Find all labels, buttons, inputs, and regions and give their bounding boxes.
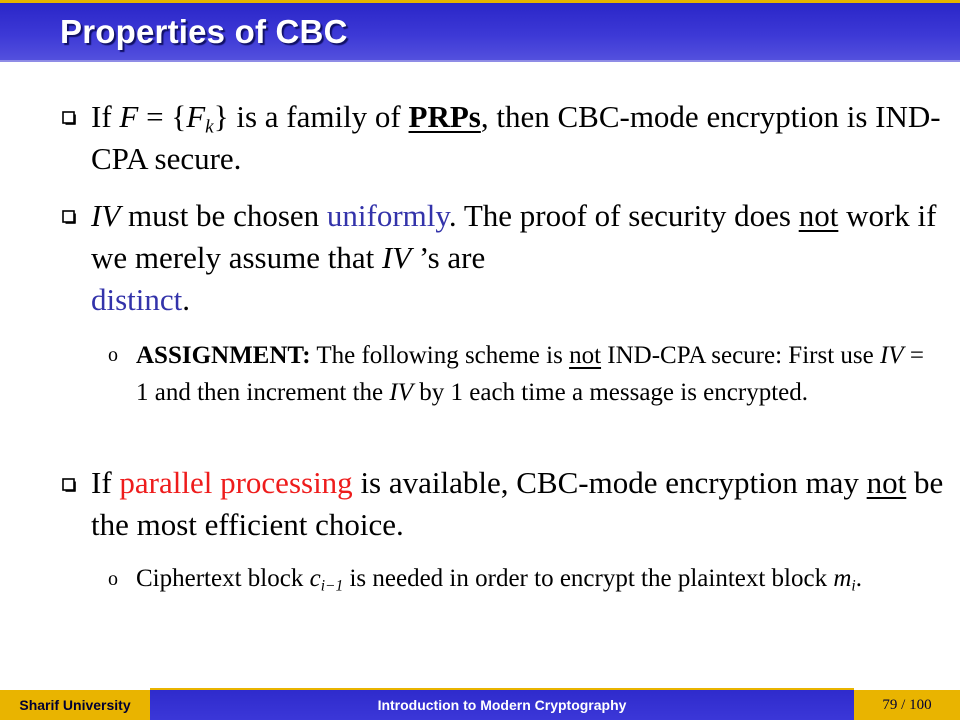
- text: must be chosen: [120, 198, 327, 233]
- footer-page-number: 79 / 100: [854, 690, 960, 720]
- term-not: not: [798, 198, 839, 233]
- footer-course: Introduction to Modern Cryptography: [150, 690, 854, 720]
- bullet-prps: [91, 96, 951, 180]
- sub-bullet-marker: o: [108, 568, 118, 590]
- text: .: [182, 282, 191, 317]
- text: = 1 and then increment the: [136, 342, 924, 406]
- text: is available, CBC-mode encryption may: [352, 465, 867, 500]
- term-not: not: [569, 342, 602, 369]
- term-assignment: ASSIGNMENT:: [136, 342, 311, 369]
- text: If: [91, 465, 120, 500]
- math-fk: F: [186, 99, 206, 134]
- math-f: F: [119, 99, 139, 134]
- term-not: not: [866, 465, 907, 500]
- math-iv: IV: [879, 342, 904, 369]
- term-prps: PRPs: [408, 99, 481, 134]
- slide-title: Properties of CBC: [60, 13, 348, 50]
- math-close: }: [213, 99, 229, 134]
- text: Ciphertext block: [136, 565, 310, 592]
- math-iv: IV: [389, 379, 413, 406]
- math-iv: IV: [381, 240, 412, 275]
- math-iv: IV: [91, 198, 121, 233]
- term-parallel: parallel processing: [119, 465, 353, 500]
- term-uniformly: uniformly: [326, 198, 449, 233]
- math-m: m: [833, 565, 852, 592]
- checkbox-bullet-icon: [62, 478, 76, 492]
- text: be the most efficient choice.: [91, 465, 944, 542]
- text: If: [91, 99, 120, 134]
- math-k: k: [205, 116, 214, 138]
- text: by 1 each time a message is encrypted.: [413, 379, 808, 406]
- text: . The proof of security does: [448, 198, 799, 233]
- text: is a family of: [228, 99, 409, 134]
- sub-bullet-assignment: [136, 337, 936, 411]
- sub-bullet-ciphertext: [136, 560, 936, 597]
- math-c: c: [309, 565, 321, 592]
- text: The following scheme is: [310, 342, 570, 369]
- checkbox-bullet-icon: [62, 210, 76, 224]
- bullet-parallel: [91, 462, 951, 546]
- text: work if we merely assume that: [91, 198, 937, 275]
- sub-bullet-marker: o: [108, 344, 118, 366]
- bullet-iv-uniform: [91, 195, 951, 321]
- text: .: [855, 565, 862, 592]
- text: IND-CPA secure: First use: [601, 342, 880, 369]
- text: is needed in order to encrypt the plaintext block: [343, 565, 834, 592]
- text: ’s are: [411, 240, 486, 275]
- term-distinct: distinct: [91, 282, 183, 317]
- checkbox-bullet-icon: [62, 111, 76, 125]
- footer-university: Sharif University: [0, 690, 150, 720]
- math-c-sub: i−1: [320, 577, 344, 595]
- footer: [0, 690, 960, 720]
- math-eq: = {: [138, 99, 187, 134]
- text: , then CBC-mode encryption is IND-CPA secure.: [91, 99, 941, 176]
- math-m-sub: i: [851, 577, 856, 595]
